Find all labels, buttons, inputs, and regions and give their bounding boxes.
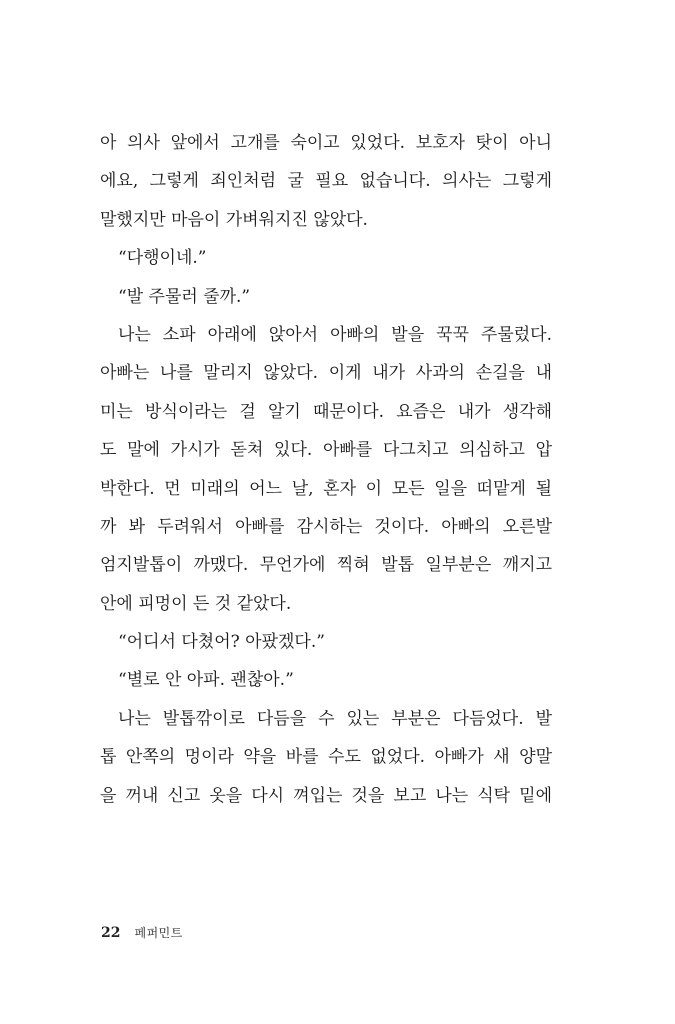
- text-line: 톱 안쪽의 멍이라 약을 바를 수도 없었다. 아빠가 새 양말: [100, 747, 552, 768]
- text-line: 아 의사 앞에서 고개를 숙이고 있었다. 보호자 탓이 아니: [100, 133, 552, 153]
- text-line: 박한다. 먼 미래의 어느 날, 혼자 이 모든 일을 떠맡게 될: [100, 478, 552, 499]
- body-text: [100, 127, 552, 818]
- page-footer: [101, 924, 183, 941]
- text-line: 말했지만 마음이 가벼워지진 않았다.: [100, 209, 368, 230]
- dialogue-line: “별로 안 아파. 괜찮아.”: [118, 670, 294, 691]
- text-line: 아빠는 나를 말리지 않았다. 이게 내가 사과의 손길을 내: [100, 363, 552, 384]
- text-line: 안에 피멍이 든 것 같았다.: [100, 593, 292, 614]
- page-number: 22: [101, 925, 121, 941]
- text-line: 엄지발톱이 까맸다. 무언가에 찍혀 발톱 일부분은 깨지고: [100, 555, 552, 576]
- text-line: 에요, 그렇게 죄인처럼 굴 필요 없습니다. 의사는 그렇게: [100, 171, 552, 192]
- dialogue-line: “어디서 다쳤어? 아팠겠다.”: [118, 632, 325, 653]
- text-line: 도 말에 가시가 돋쳐 있다. 아빠를 다그치고 의심하고 압: [100, 440, 552, 461]
- dialogue-line: “다행이네.”: [118, 248, 207, 269]
- text-line: 까 봐 두려워서 아빠를 감시하는 것이다. 아빠의 오른발: [100, 516, 552, 537]
- paragraph-start-line: 나는 발톱깎이로 다듬을 수 있는 부분은 다듬었다. 발: [118, 708, 552, 729]
- paragraph-start-line: 나는 소파 아래에 앉아서 아빠의 발을 꾹꾹 주물렀다.: [118, 324, 552, 345]
- running-title: 페퍼민트: [134, 926, 183, 940]
- dialogue-line: “발 주물러 줄까.”: [118, 286, 251, 307]
- text-line: 을 꺼내 신고 옷을 다시 껴입는 것을 보고 나는 식탁 밑에: [100, 785, 552, 806]
- text-line: 미는 방식이라는 걸 알기 때문이다. 요즘은 내가 생각해: [100, 401, 552, 422]
